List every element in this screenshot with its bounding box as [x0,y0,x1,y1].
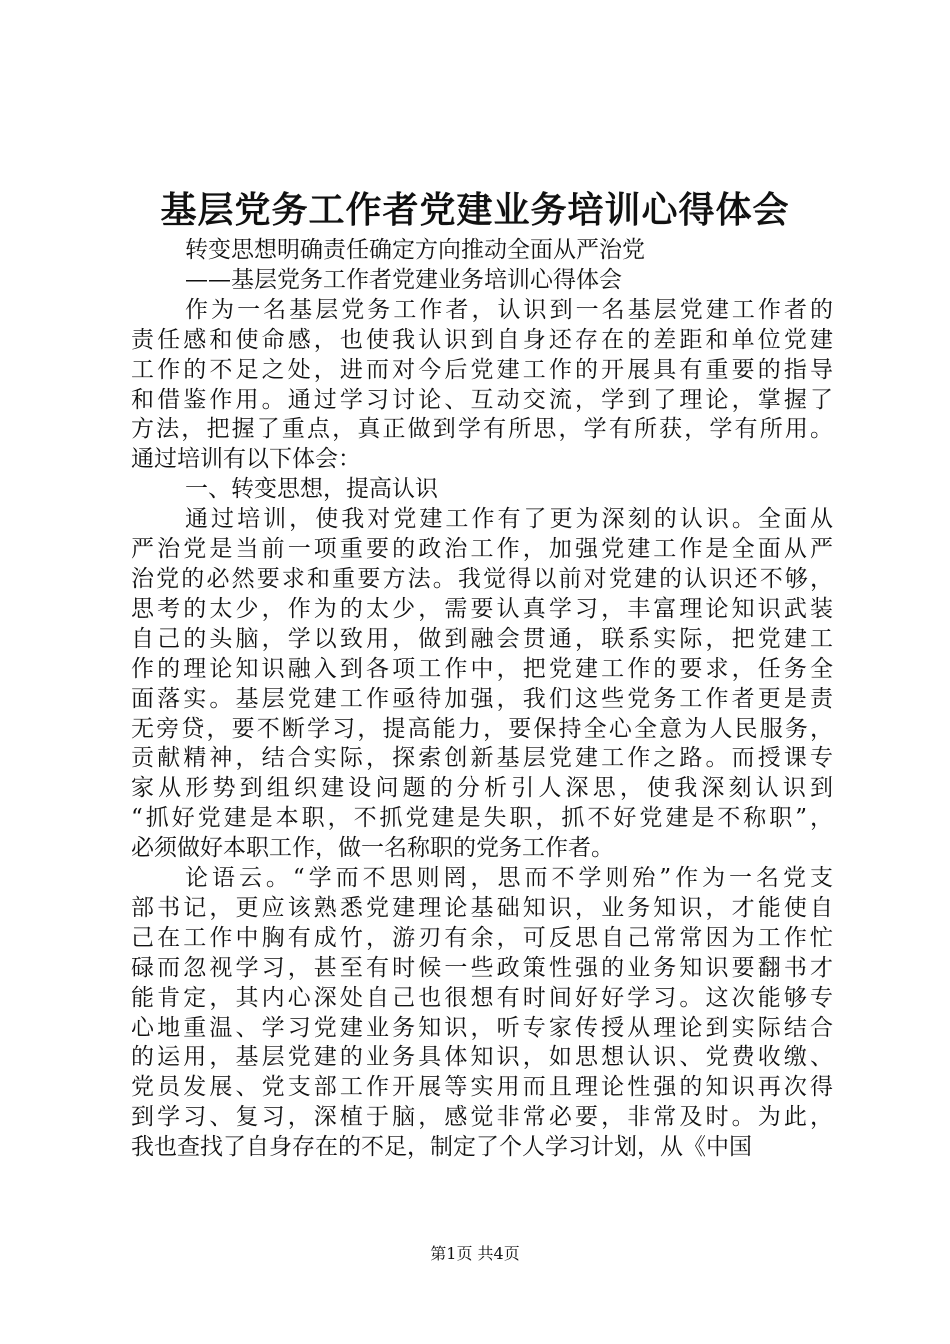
subtitle: 转变思想明确责任确定方向推动全面从严治党 [185,237,645,263]
paragraph-line: 论语云。“学而不思则罔，思而不学则殆”作为一名党支 [185,865,833,892]
paragraph-line: 一、转变思想，提高认识 [185,476,438,503]
paragraph-line: 无旁贷，要不断学习，提高能力，要保持全心全意为人民服务， [131,715,833,742]
paragraph-line: 能肯定，其内心深处自己也很想有时间好好学习。这次能够专 [131,984,833,1011]
subtitle-secondary: ——基层党务工作者党建业务培训心得体会 [185,266,622,293]
page-footer: 第1页 共4页 [430,1244,520,1263]
paragraph-line: 必须做好本职工作，做一名称职的党务工作者。 [131,835,614,862]
paragraph-line: 到学习、复习，深植于脑，感觉非常必要，非常及时。为此， [131,1104,833,1131]
paragraph-line: “抓好党建是本职，不抓党建是失职，抓不好党建是不称职”， [131,805,833,832]
paragraph-line: 责任感和使命感，也使我认识到自身还存在的差距和单位党建 [131,326,833,353]
paragraph-line: 通过培训，使我对党建工作有了更为深刻的认识。全面从 [185,506,833,533]
document-body [131,236,833,1163]
paragraph-line: 贡献精神，结合实际，探索创新基层党建工作之路。而授课专 [131,745,833,772]
paragraph-line: 的运用，基层党建的业务具体知识，如思想认识、党费收缴、 [131,1044,833,1071]
paragraph-line: 碌而忽视学习，甚至有时候一些政策性强的业务知识要翻书才 [131,954,833,981]
paragraph-line: 心地重温、学习党建业务知识，听专家传授从理论到实际结合 [131,1014,833,1041]
paragraph-line: 思考的太少，作为的太少，需要认真学习，丰富理论知识武装 [131,595,833,622]
paragraph-line: 我也查找了自身存在的不足，制定了个人学习计划，从《中国 [131,1134,752,1161]
paragraph-line: 作的理论知识融入到各项工作中，把党建工作的要求，任务全 [131,655,833,682]
paragraph-line: 己在工作中胸有成竹，游刃有余，可反思自己常常因为工作忙 [131,924,833,951]
paragraph-line: 自己的头脑，学以致用，做到融会贯通，联系实际，把党建工 [131,625,833,652]
paragraph-line: 作为一名基层党务工作者，认识到一名基层党建工作者的 [185,296,833,323]
paragraph-line: 方法，把握了重点，真正做到学有所思，学有所获，学有所用。 [131,416,833,443]
paragraph-line: 部书记，更应该熟悉党建理论基础知识，业务知识，才能使自 [131,894,833,921]
paragraph-line: 通过培训有以下体会： [131,446,361,473]
document-title: 基层党务工作者党建业务培训心得体会 [160,189,790,231]
paragraph-line: 党员发展、党支部工作开展等实用而且理论性强的知识再次得 [131,1074,833,1101]
paragraph-line: 治党的必然要求和重要方法。我觉得以前对党建的认识还不够， [131,565,833,592]
paragraph-line: 家从形势到组织建设问题的分析引人深思，使我深刻认识到 [131,775,833,802]
paragraph-line: 工作的不足之处，进而对今后党建工作的开展具有重要的指导 [131,356,833,383]
paragraph-line: 严治党是当前一项重要的政治工作，加强党建工作是全面从严 [131,536,833,563]
paragraph-line: 面落实。基层党建工作亟待加强，我们这些党务工作者更是责 [131,685,833,712]
paragraph-line: 和借鉴作用。通过学习讨论、互动交流，学到了理论，掌握了 [131,386,833,413]
